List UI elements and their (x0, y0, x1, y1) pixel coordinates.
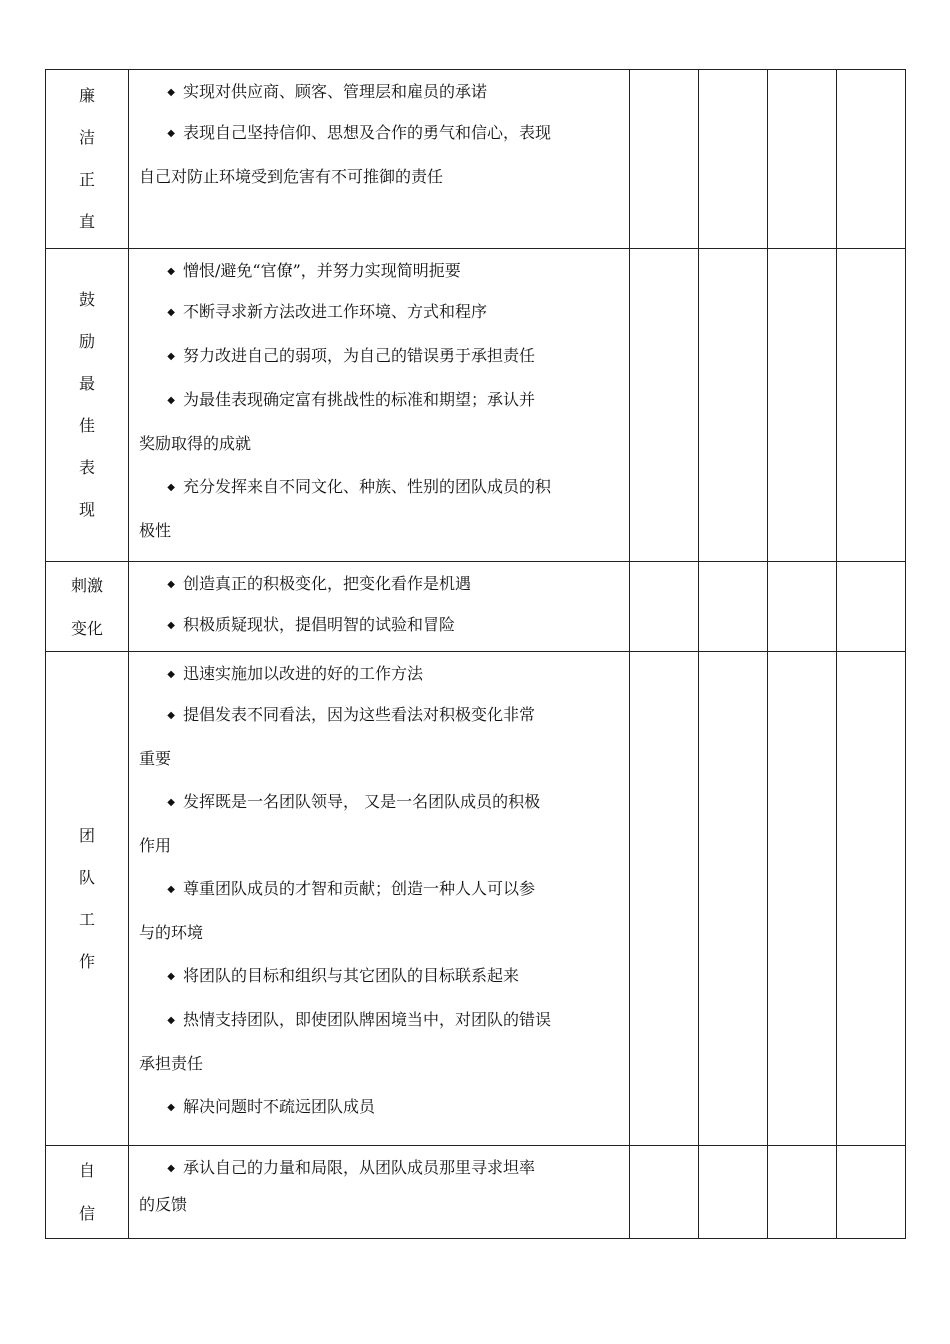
description-cell (129, 562, 630, 652)
description-cell (129, 249, 630, 562)
score-cell[interactable] (837, 652, 906, 1146)
diamond-bullet-icon: ◆ (167, 971, 175, 982)
category-char: 队 (78, 867, 95, 887)
list-item: ◆ 表现自己坚持信仰、思想及合作的勇气和信心，表现 自己对防止环境受到危害有不可推御的责任 (139, 111, 621, 198)
category-char: 正 (78, 170, 95, 189)
score-cell[interactable] (837, 249, 906, 562)
table-row (46, 70, 906, 249)
list-item: ◆ 尊重团队成员的才智和贡献；创造一种人人可以参 与的环境 (139, 867, 621, 954)
category-char: 鼓 (78, 290, 95, 309)
score-cell[interactable] (699, 1146, 768, 1239)
description-cell (129, 652, 630, 1146)
list-item: ◆ 热情支持团队，即使团队牌困境当中，对团队的错误 承担责任 (139, 998, 621, 1085)
list-item: ◆ 迅速实施加以改进的好的工作方法 (139, 656, 621, 693)
score-cell[interactable] (630, 1146, 699, 1239)
diamond-bullet-icon: ◆ (167, 710, 175, 721)
score-cell[interactable] (768, 652, 837, 1146)
category-cell (46, 652, 129, 1146)
list-item: ◆ 发挥既是一名团队领导， 又是一名团队成员的积极 作用 (139, 780, 621, 867)
diamond-bullet-icon: ◆ (167, 87, 175, 98)
category-char: 最 (78, 374, 95, 393)
score-cell[interactable] (699, 562, 768, 652)
evaluation-table (45, 69, 906, 1239)
category-cell (46, 1146, 129, 1239)
category-char: 刺激 (70, 575, 103, 595)
diamond-bullet-icon: ◆ (167, 351, 175, 362)
list-item: ◆ 创造真正的积极变化，把变化看作是机遇 (139, 566, 621, 603)
score-cell[interactable] (699, 652, 768, 1146)
list-item: ◆ 承认自己的力量和局限，从团队成员那里寻求坦率 的反馈 (139, 1150, 621, 1223)
diamond-bullet-icon: ◆ (167, 1102, 175, 1113)
score-cell[interactable] (768, 1146, 837, 1239)
score-cell[interactable] (630, 652, 699, 1146)
diamond-bullet-icon: ◆ (167, 579, 175, 590)
list-item: ◆ 实现对供应商、顾客、管理层和雇员的承诺 (139, 74, 621, 111)
list-item: ◆ 解决问题时不疏远团队成员 (139, 1085, 621, 1129)
score-cell[interactable] (837, 70, 906, 249)
category-char: 表 (78, 458, 95, 477)
category-char: 团 (78, 825, 95, 845)
list-item: ◆ 充分发挥来自不同文化、种族、性别的团队成员的积 极性 (139, 465, 621, 552)
category-char: 现 (78, 500, 95, 519)
table-row (46, 1146, 906, 1239)
score-cell[interactable] (837, 562, 906, 652)
score-cell[interactable] (699, 249, 768, 562)
diamond-bullet-icon: ◆ (167, 1015, 175, 1026)
list-item: ◆ 憎恨/避免“官僚”，并努力实现简明扼要 (139, 253, 621, 290)
diamond-bullet-icon: ◆ (167, 1163, 175, 1174)
diamond-bullet-icon: ◆ (167, 669, 175, 680)
category-char: 自 (78, 1161, 95, 1180)
table-row (46, 652, 906, 1146)
score-cell[interactable] (768, 70, 837, 249)
category-char: 工 (78, 909, 95, 929)
diamond-bullet-icon: ◆ (167, 266, 175, 277)
description-cell (129, 70, 630, 249)
category-cell (46, 562, 129, 652)
diamond-bullet-icon: ◆ (167, 797, 175, 808)
list-item: ◆ 为最佳表现确定富有挑战性的标准和期望；承认并 奖励取得的成就 (139, 378, 621, 465)
score-cell[interactable] (768, 249, 837, 562)
category-cell (46, 249, 129, 562)
list-item: ◆ 积极质疑现状，提倡明智的试验和冒险 (139, 603, 621, 647)
category-char: 信 (78, 1204, 95, 1223)
diamond-bullet-icon: ◆ (167, 395, 175, 406)
diamond-bullet-icon: ◆ (167, 884, 175, 895)
score-cell[interactable] (630, 249, 699, 562)
category-char: 佳 (78, 416, 95, 435)
score-cell[interactable] (768, 562, 837, 652)
score-cell[interactable] (699, 70, 768, 249)
diamond-bullet-icon: ◆ (167, 307, 175, 318)
category-char: 洁 (78, 128, 95, 147)
category-cell (46, 70, 129, 249)
category-char: 变化 (70, 618, 103, 638)
category-char: 励 (78, 332, 95, 351)
description-cell (129, 1146, 630, 1239)
list-item: ◆ 努力改进自己的弱项，为自己的错误勇于承担责任 (139, 334, 621, 378)
category-char: 廉 (78, 86, 95, 105)
diamond-bullet-icon: ◆ (167, 620, 175, 631)
score-cell[interactable] (630, 562, 699, 652)
score-cell[interactable] (630, 70, 699, 249)
table-row (46, 562, 906, 652)
list-item: ◆ 提倡发表不同看法，因为这些看法对积极变化非常 重要 (139, 693, 621, 780)
score-cell[interactable] (837, 1146, 906, 1239)
category-char: 直 (78, 212, 95, 231)
diamond-bullet-icon: ◆ (167, 128, 175, 139)
table-row (46, 249, 906, 562)
list-item: ◆ 将团队的目标和组织与其它团队的目标联系起来 (139, 954, 621, 998)
category-char: 作 (78, 951, 95, 971)
list-item: ◆ 不断寻求新方法改进工作环境、方式和程序 (139, 290, 621, 334)
diamond-bullet-icon: ◆ (167, 482, 175, 493)
